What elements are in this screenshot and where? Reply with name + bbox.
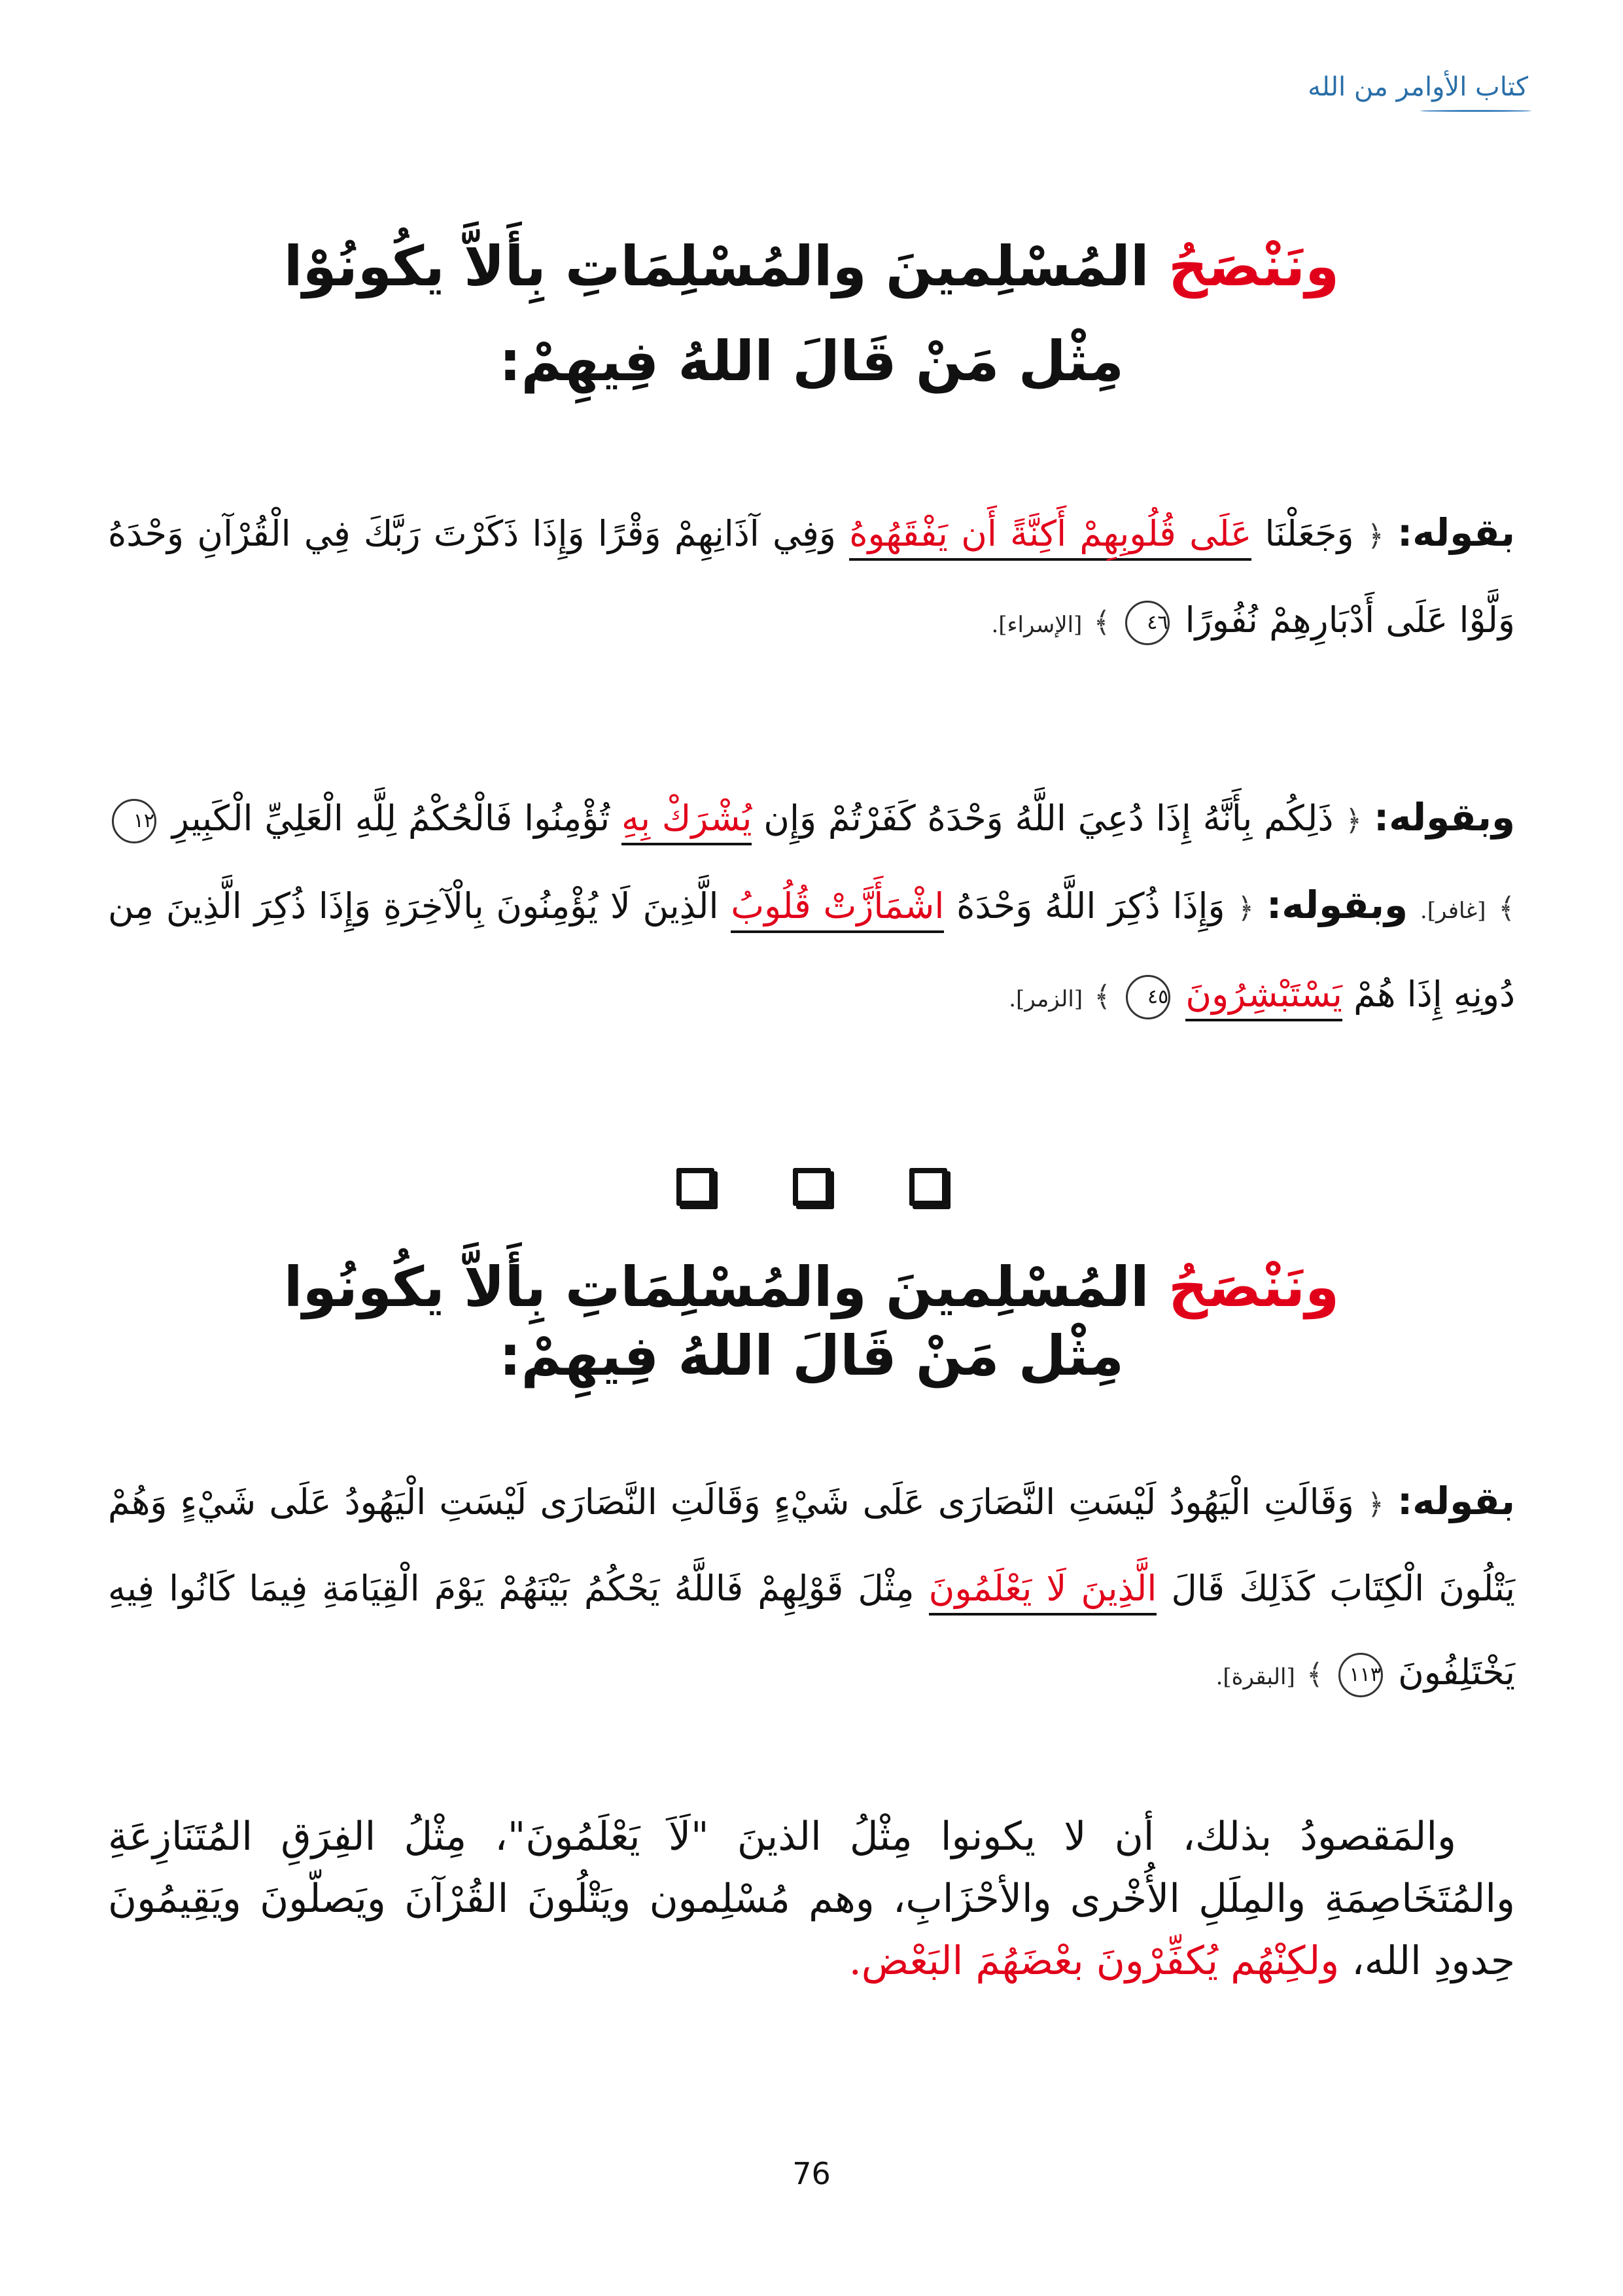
ayah-number: ١٢	[112, 799, 156, 843]
surah-reference: [البقرة].	[1215, 1664, 1295, 1690]
verse-lead: وبقوله:	[1373, 795, 1516, 839]
section1-heading-red: ونَنْصَحُ	[1168, 234, 1340, 298]
ayah-number: ١١٣	[1338, 1653, 1383, 1697]
verse-paragraph-ghafir-zumar	[108, 775, 1515, 1041]
section1-heading-line2: مِثْل مَنْ قَالَ اللهُ فِيهِمْ:	[498, 329, 1125, 393]
page-number: 76	[792, 2156, 831, 2191]
section-separator	[0, 1168, 1623, 1206]
verse-open-bracket: ﴿	[1367, 1488, 1384, 1521]
section1-heading-rest: المُسْلِمينَ والمُسْلِمَاتِ بِأَلاَّ يكُونُوْا	[283, 234, 1149, 298]
verse-text: الَّذِينَ لَا يُؤْمِنُونَ بِالْآخِرَةِ وَإِذَا ذُكِرَ الَّذِينَ مِن دُونِهِ إِذَا هُمْ	[108, 885, 1515, 1015]
verse-lead: وبقوله:	[1266, 883, 1408, 927]
verse-text: وَإِذَا ذُكِرَ اللَّهُ وَحْدَهُ	[956, 885, 1225, 927]
section1-heading-line1	[98, 232, 1525, 301]
checkbox-square-icon	[676, 1168, 714, 1206]
verse-text: ذَلِكُم بِأَنَّهُ إِذَا دُعِيَ اللَّهُ وَحْدَهُ كَفَرْتُمْ وَإِن	[763, 798, 1334, 839]
section2-heading	[98, 1253, 1525, 1390]
surah-reference: [الإسراء].	[991, 612, 1083, 638]
verse-text: وَجَعَلْنَا	[1265, 513, 1354, 554]
verse-paragraph-baqarah	[108, 1459, 1515, 1719]
commentary-text: والمَقصودُ بذلك، أن لا يكونوا مِثْلُ الذينَ "لَاَ يَعْلَمُونَ"، مِثْلُ الفِرَقِ المُتَنَازِعَةِ والمُتَخَاصِمَةِ والمِلَلِ الأُخْرى والأحْزَابِ، وهم مُسْلِمون ويَتْلُونَ القُرْآنَ ويَصلّونَ ويَقِيمُونَ حِدودِ الله،	[108, 1814, 1515, 1984]
running-header: كتاب الأوامر من الله	[1308, 72, 1528, 102]
section2-heading-red: ونَنْصَحُ	[1168, 1255, 1340, 1319]
commentary-paragraph	[108, 1806, 1515, 1992]
section2-heading-line2: مِثْل مَنْ قَالَ اللهُ فِيهِمْ:	[498, 1324, 1125, 1388]
verse-text: مِثْلَ قَوْلِهِمْ فَاللَّهُ يَحْكُمُ بَيْنَهُمْ يَوْمَ الْقِيَامَةِ فِيمَا كَانُوا فِيهِ يَخْتَلِفُونَ	[108, 1568, 1515, 1693]
running-header-flourish	[1420, 110, 1531, 112]
verse-paragraph-isra	[108, 491, 1515, 667]
verse-close-bracket: ﴾	[1093, 606, 1111, 639]
checkbox-square-icon	[793, 1168, 831, 1206]
ayah-number: ٤٥	[1126, 975, 1170, 1019]
verse-open-bracket: ﴿	[1367, 520, 1384, 553]
verse-highlight: يَسْتَبْشِرُونَ	[1185, 974, 1342, 1021]
commentary-highlight: ولكِنْهُم يُكفِّرْونَ بعْضَهُمَ البَعْض.	[848, 1938, 1340, 1984]
verse-text: تُؤْمِنُوا فَالْحُكْمُ لِلَّهِ الْعَلِيِّ الْكَبِيرِ	[171, 798, 610, 839]
verse-open-bracket: ﴿	[1345, 804, 1363, 838]
section2-heading-rest: المُسْلِمينَ والمُسْلِمَاتِ بِأَلاَّ يكُونُوا	[283, 1255, 1149, 1319]
section1-heading	[98, 232, 1525, 396]
verse-highlight: عَلَى قُلُوبِهِمْ أَكِنَّةً أَن يَفْقَهُوهُ	[849, 513, 1251, 561]
verse-close-bracket: ﴾	[1498, 892, 1516, 925]
verse-highlight: الَّذِينَ لَا يَعْلَمُونَ	[929, 1568, 1157, 1616]
verse-text: وَقَالَتِ الْيَهُودُ لَيْسَتِ النَّصَارَى عَلَى شَيْءٍ وَقَالَتِ النَّصَارَى لَيْسَتِ الْيَهُودُ عَلَى شَيْءٍ وَهُمْ يَتْلُونَ الْكِتَابَ كَذَلِكَ قَالَ	[108, 1481, 1515, 1609]
verse-open-bracket: ﴿	[1237, 892, 1255, 925]
verse-close-bracket: ﴾	[1306, 1658, 1323, 1691]
verse-highlight: اشْمَأَزَّتْ قُلُوبُ	[731, 885, 944, 933]
checkbox-square-icon	[909, 1168, 947, 1206]
section2-heading-line1	[98, 1253, 1525, 1322]
verse-lead: بقوله:	[1397, 510, 1516, 555]
verse-highlight: يُشْرَكْ بِهِ	[621, 798, 752, 845]
verse-close-bracket: ﴾	[1094, 980, 1111, 1014]
verse-lead: بقوله:	[1397, 1479, 1515, 1523]
surah-reference: [غافر].	[1420, 898, 1486, 924]
verse-text: وَفِي آذَانِهِمْ وَقْرًا وَإِذَا ذَكَرْتَ رَبَّكَ فِي الْقُرْآنِ وَحْدَهُ وَلَّوْا عَلَى أَدْبَارِهِمْ نُفُورًا	[108, 513, 1515, 641]
surah-reference: [الزمر].	[1009, 986, 1083, 1012]
ayah-number: ٤٦	[1125, 601, 1170, 645]
